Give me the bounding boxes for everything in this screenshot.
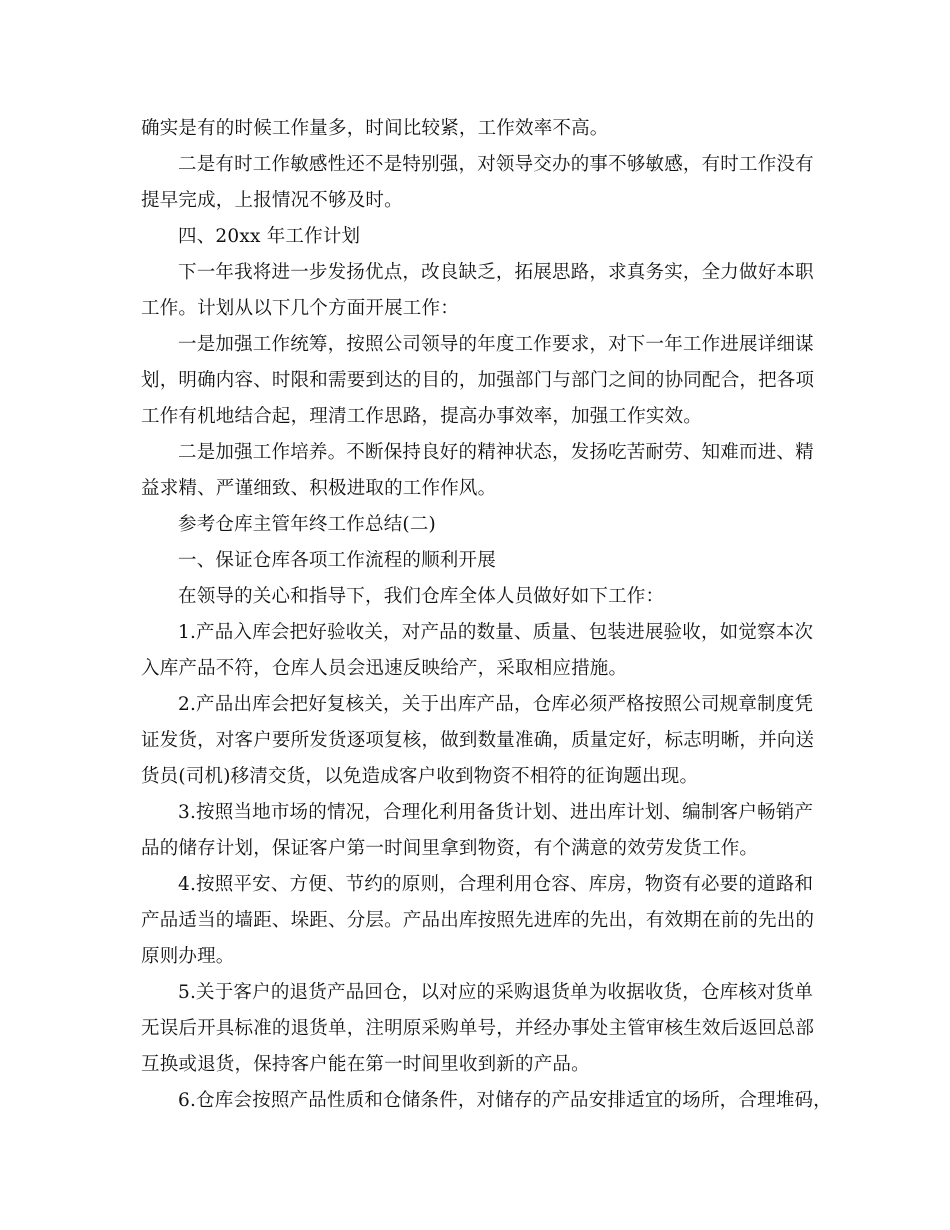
text-line: 下一年我将进一步发扬优点，改良缺乏，拓展思路，求真务实，全力做好本职 xyxy=(178,262,814,283)
text-line: 一是加强工作统筹，按照公司领导的年度工作要求，对下一年工作进展详细谋 xyxy=(178,334,814,355)
text-line: 证发货，对客户要所发货逐项复核，做到数量准确，质量定好，标志明晰，并向送 xyxy=(141,730,815,751)
text-line: 提早完成，上报情况不够及时。 xyxy=(141,190,403,211)
section-heading: 一、保证仓库各项工作流程的顺利开展 xyxy=(178,550,496,571)
text-line: 原则办理。 xyxy=(141,946,235,967)
text-line: 确实是有的时候工作量多，时间比较紧，工作效率不高。 xyxy=(141,118,609,139)
text-line: 货员(司机)移清交货，以免造成客户收到物资不相符的征询题出现。 xyxy=(141,766,699,787)
text-line: 在领导的关心和指导下，我们仓库全体人员做好如下工作： xyxy=(178,586,665,607)
text-line: 4.按照平安、方便、节约的原则，合理利用仓容、库房，物资有必要的道路和 xyxy=(178,874,814,895)
text-line: 工作有机地结合起，理清工作思路，提高办事效率，加强工作实效。 xyxy=(141,406,703,427)
text-line: 1.产品入库会把好验收关，对产品的数量、质量、包装进展验收，如觉察本次 xyxy=(178,622,814,643)
text-line: 无误后开具标准的退货单，注明原采购单号，并经办事处主管审核生效后返回总部 xyxy=(141,1018,815,1039)
text-line: 3.按照当地市场的情况，合理化利用备货计划、进出库计划、编制客户畅销产 xyxy=(178,802,814,823)
text-line: 二是加强工作培养。不断保持良好的精神状态，发扬吃苦耐劳、知难而进、精 xyxy=(178,442,814,463)
section-heading: 参考仓库主管年终工作总结(二) xyxy=(178,514,436,535)
text-line: 工作。计划从以下几个方面开展工作： xyxy=(141,298,459,319)
text-line: 益求精、严谨细致、积极进取的工作作风。 xyxy=(141,478,497,499)
text-line: 品的储存计划，保证客户第一时间里拿到物资，有个满意的效劳发货工作。 xyxy=(141,838,759,859)
text-line: 二是有时工作敏感性还不是特别强，对领导交办的事不够敏感，有时工作没有 xyxy=(178,154,814,175)
text-line: 入库产品不符，仓库人员会迅速反映给产，采取相应措施。 xyxy=(141,658,628,679)
section-heading: 四、20xx 年工作计划 xyxy=(178,226,361,247)
text-line: 互换或退货，保持客户能在第一时间里收到新的产品。 xyxy=(141,1054,590,1075)
text-line: 2.产品出库会把好复核关，关于出库产品，仓库必须严格按照公司规章制度凭 xyxy=(178,694,814,715)
text-line: 划，明确内容、时限和需要到达的目的，加强部门与部门之间的协同配合，把各项 xyxy=(141,370,815,391)
text-line: 产品适当的墙距、垛距、分层。产品出库按照先进库的先出，有效期在前的先出的 xyxy=(141,910,815,931)
text-line: 5.关于客户的退货产品回仓，以对应的采购退货单为收据收货，仓库核对货单 xyxy=(178,982,814,1003)
text-line: 6.仓库会按照产品性质和仓储条件，对储存的产品安排适宜的场所，合理堆码， xyxy=(178,1090,832,1111)
